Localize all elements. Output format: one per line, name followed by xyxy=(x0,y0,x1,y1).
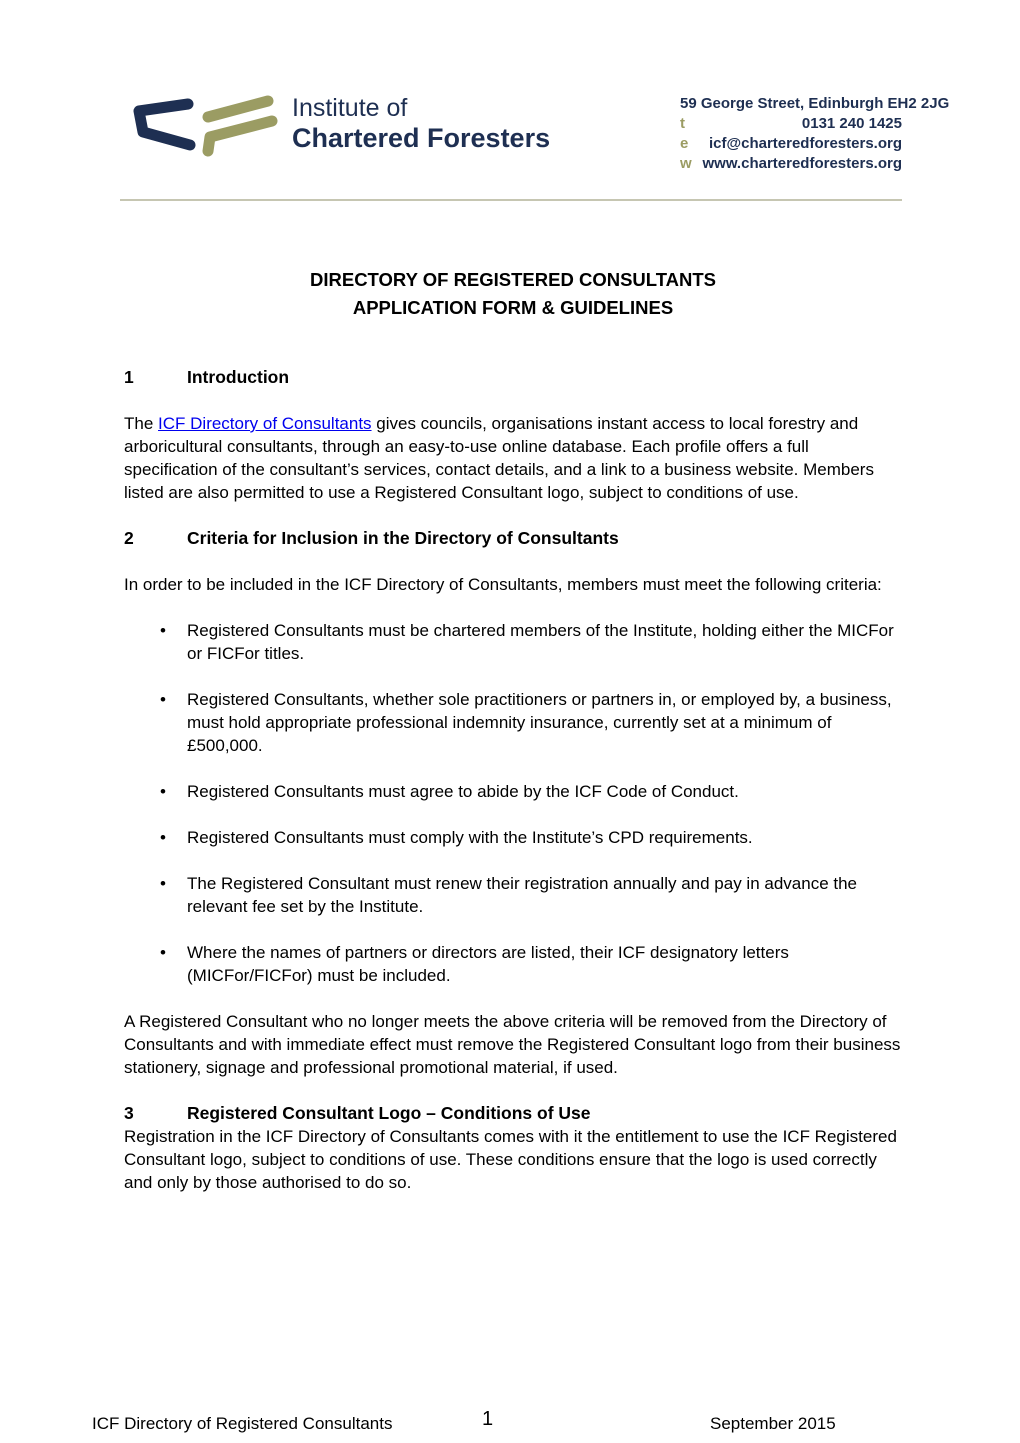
contact-value: icf@charteredforesters.org xyxy=(708,135,902,152)
footer-document-name: ICF Directory of Registered Consultants xyxy=(92,1414,393,1433)
footer-date: September 2015 xyxy=(710,1414,836,1433)
contact-value: www.charteredforesters.org xyxy=(702,155,902,172)
logo-line2: Chartered Foresters xyxy=(292,123,551,153)
contact-address: 59 George Street, Edinburgh EH2 2JG xyxy=(680,95,950,112)
logo-wordmark xyxy=(292,94,550,154)
section3-paragraph: Registration in the ICF Directory of Consultants comes with it the entitlement to use the ICF Registered Consultant logo, subject to conditions of use. These conditions ensure that the logo is used correctly and only by those authorised to do so. xyxy=(124,1127,897,1192)
criteria-bullet-item: • Registered Consultants must comply with the Institute’s CPD requirements. xyxy=(124,826,902,849)
criteria-bullet-item: • Registered Consultants must be chartered members of the Institute, holding either the MICFor or FICFor titles. xyxy=(124,619,902,665)
section1-heading xyxy=(124,366,902,389)
criteria-bullet-item: • The Registered Consultant must renew their registration annually and pay in advance the relevant fee set by the Institute. xyxy=(124,872,902,918)
criteria-bullet-item: • Registered Consultants, whether sole practitioners or partners in, or employed by, a business, must hold appropriate professional indemnity insurance, currently set at a minimum of £500,000. xyxy=(124,688,902,757)
title-line1: DIRECTORY OF REGISTERED CONSULTANTS xyxy=(310,269,716,290)
contact-block xyxy=(680,94,950,174)
title-line2: APPLICATION FORM & GUIDELINES xyxy=(352,297,674,318)
section3-number: 3 xyxy=(124,1103,134,1123)
contact-rows xyxy=(680,114,902,174)
contact-value: 0131 240 1425 xyxy=(801,115,902,132)
section1-title: Introduction xyxy=(187,367,290,387)
criteria-list xyxy=(124,619,902,987)
contact-label: w xyxy=(680,155,692,172)
document-body xyxy=(124,266,902,1194)
section1-number: 1 xyxy=(124,367,134,387)
section2-closing: A Registered Consultant who no longer meets the above criteria will be removed from the Directory of Consultants and with immediate effect must remove the Registered Consultant logo from their business stationery, signage and professional promotional material, if used. xyxy=(124,1012,901,1077)
footer-page-number: 1 xyxy=(482,1408,494,1430)
icf-logo-icon xyxy=(122,92,282,160)
section2-number: 2 xyxy=(124,528,134,548)
para-text-before-link: The xyxy=(124,414,159,433)
contact-row xyxy=(680,134,902,154)
page-footer xyxy=(0,1408,1020,1438)
section1-paragraph xyxy=(124,412,902,504)
icf-directory-link[interactable]: ICF Directory of Consultants xyxy=(158,414,372,433)
icf-logo xyxy=(122,92,550,160)
header-divider xyxy=(120,199,902,201)
section2-title: Criteria for Inclusion in the Directory of Consultants xyxy=(187,528,619,548)
section3-heading xyxy=(124,1102,902,1125)
criteria-bullet-item: • Where the names of partners or directors are listed, their ICF designatory letters (MICFor/FICFor) must be included. xyxy=(124,941,902,987)
contact-row xyxy=(680,154,902,174)
contact-row xyxy=(680,114,902,134)
document-title xyxy=(124,266,902,322)
page-header xyxy=(122,92,950,174)
contact-label: e xyxy=(680,135,689,152)
section3-title: Registered Consultant Logo – Conditions of Use xyxy=(187,1103,591,1123)
criteria-bullet-item: • Registered Consultants must agree to abide by the ICF Code of Conduct. xyxy=(124,780,902,803)
section2-heading xyxy=(124,527,902,550)
para-text-after-link: gives councils, organisations instant access to local forestry and arboricultural consultants, through an easy-to-use online database. Each profile offers a full specification of the consultant’s services, contact details, and a link to a business website. Members listed are also permitted to use a Registered Consultant logo, subject to conditions of use. xyxy=(124,414,874,502)
logo-line1: Institute of xyxy=(292,94,408,122)
section2-intro: In order to be included in the ICF Directory of Consultants, members must meet the following criteria: xyxy=(124,575,882,594)
contact-label: t xyxy=(680,115,685,132)
